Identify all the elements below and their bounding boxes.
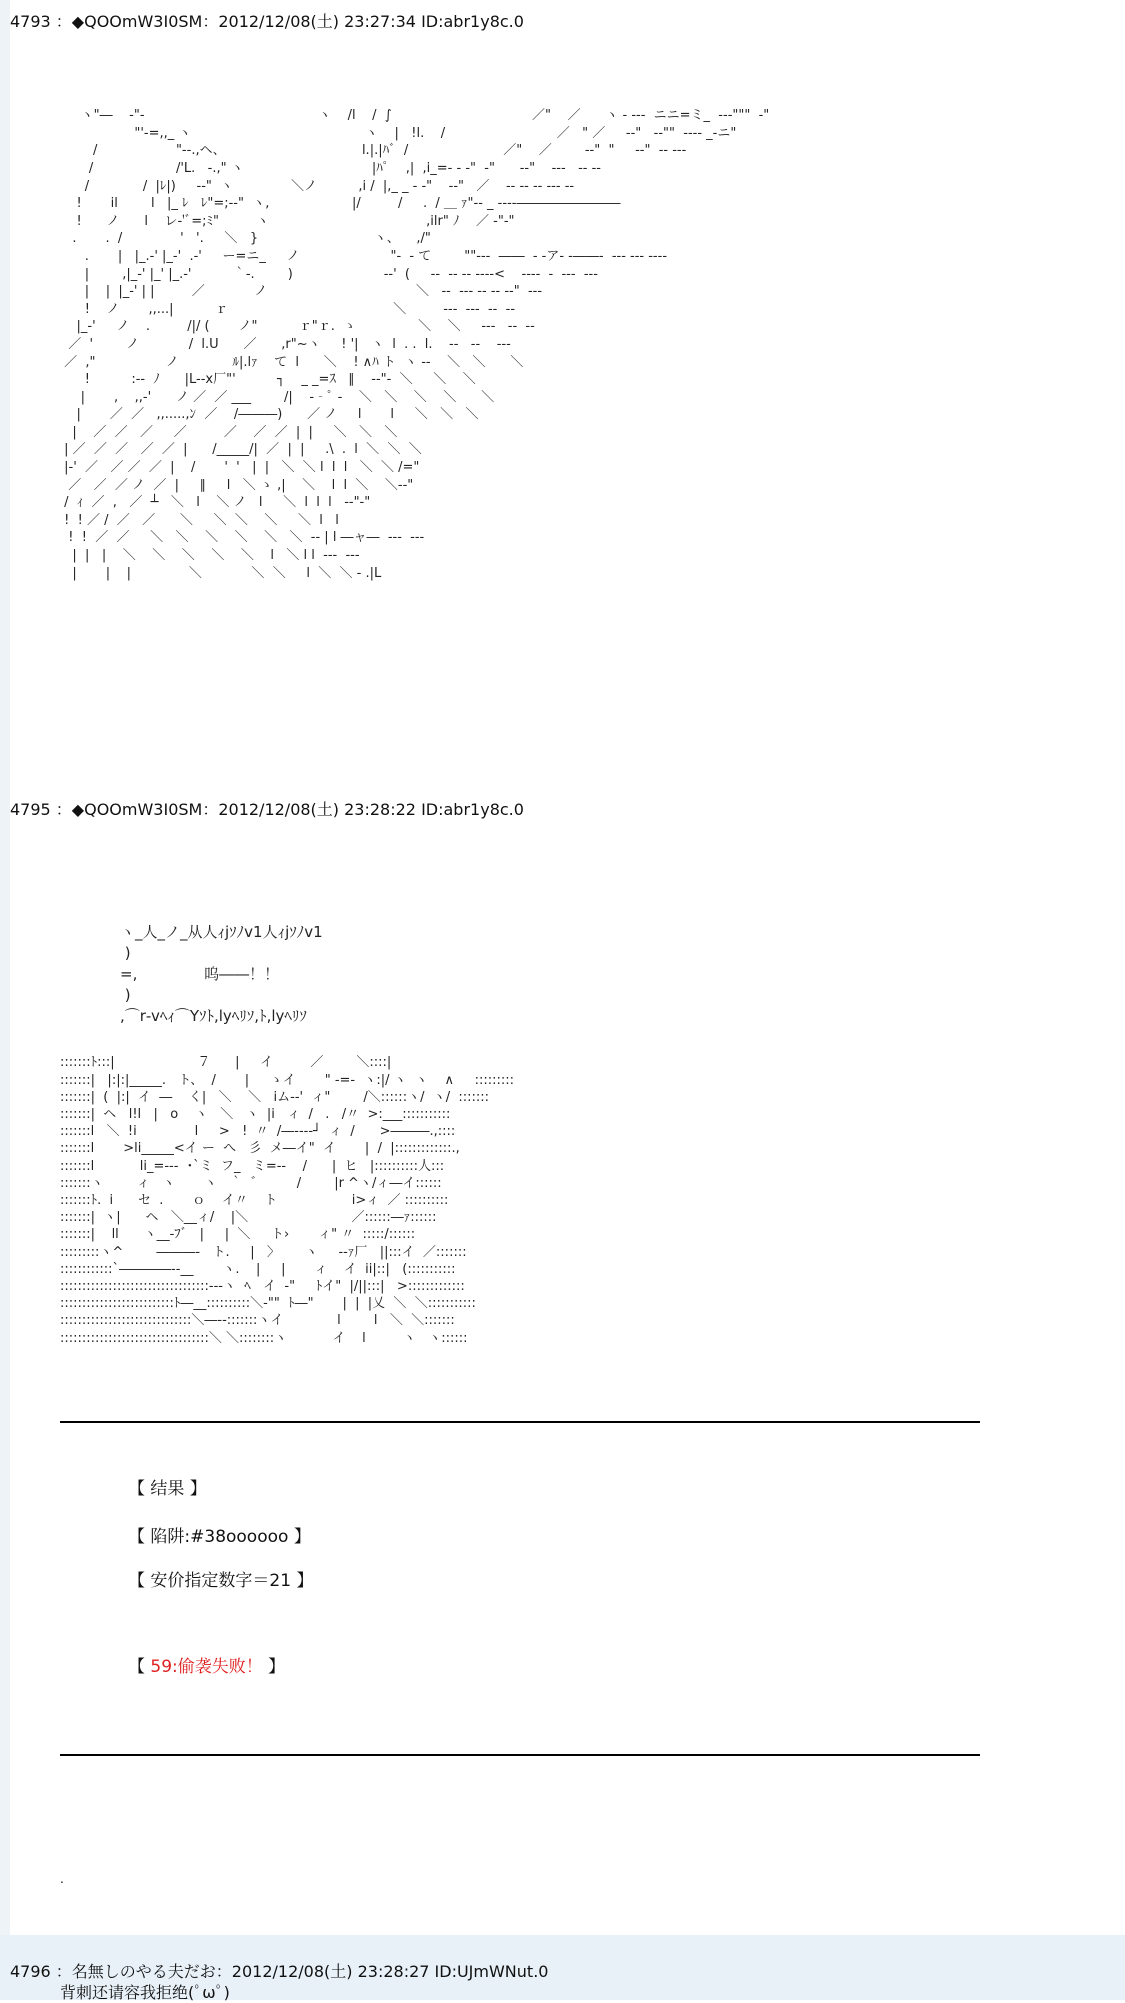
art-line: ::::::::::::::::::::::::::::::::::‐‐‐ヽ ﾍ イ ‐" ﾄイ" |/||:::| >::::::::::::: — [60, 1279, 465, 1295]
art-line: ! :‐‐ ﾉ |L-‐x厂"' ┐ _ _=ｽ ∥ ‐‐"‐ ＼ ＼ ＼ — [60, 372, 476, 388]
art-line: |_‐' ノ . /|/ ( ノ" ｒ"ｒ. ゝ ＼ ＼ ‐‐‐ ‐‐ ‐‐ — [60, 319, 535, 335]
art-line: . | |_.‐' |_‐' .‐' ー=ニ_ ノ "‐ ‐ て ""‐-- ―― ‐ ‐ア‐ ‐――‐ ‐‐‐ ‐‐‐ ‐‐‐‐ — [60, 248, 668, 264]
art-line: :::::::::ヽ^ ―――‐ ト. | 〉 ヽ ‐‐ｧ厂 ||:::イ ／::::::: — [60, 1244, 467, 1260]
art-line: ) — [120, 944, 131, 962]
art-line: ! ノ l レ‐'ﾞ=;ﾐ" ヽ ,ilr" ﾉ ／ ‐"‐" — [60, 213, 515, 229]
sound-effect-lines — [120, 922, 323, 1027]
art-line: :::::::| |:|:|_____. ト、 / | ゝイ " -=- ヽ:|/ ヽ ヽ ∧ ::::::::: — [60, 1072, 515, 1088]
art-line: ／ ," ノ ﾙ|.lｧ て l ＼ ! ∧ﾊ ト ヽ ‐‐ ＼ ＼ ＼ — [60, 354, 524, 370]
art-line: ::::::::::::::::::::::::::::::＼―‐‐:::::::ヽイ l l ＼ ＼::::::: — [60, 1313, 455, 1329]
art-line: "'‐=,,_ ヽ ヽ | !l. / ／ " ／ ‐‐" ‐‐"" ‐-‐‐ _‐ニ" — [60, 125, 737, 141]
trap-value: :#38oooooo 】 — [184, 1527, 311, 1547]
result-trap — [128, 1526, 311, 1548]
art-line: | ／ ／ ,,.....,ﾝ ／ /―――) ／ ノ l l ＼ ＼ ＼ — [60, 407, 479, 423]
art-line: . . / ' '. ＼ } ヽ、 ,/" — [60, 231, 431, 247]
art-line: ／ ／ ／ ノ ／ | ∥ l ＼ ゝ ,| ＼ l l ＼ ＼‐‐" — [60, 477, 414, 493]
outcome-text: 59:偷袭失败！ — [150, 1657, 263, 1677]
art-line: / / |ﾚ|) ‐‐" ヽ ＼ノ ,i / |,_ _ ‐ ‐" ‐‐" ／ ‐‐ ‐‐ ‐‐ ‐‐‐ ‐‐ — [60, 178, 575, 194]
trap-label: 【 陷阱 — [128, 1527, 185, 1547]
art-line: | | | ＼ ＼ ＼ ＼ ＼ l ＼ l l ‐‐‐ ‐‐‐ — [60, 548, 360, 564]
art-line: / /'L. ‐.," ヽ |ﾊﾟ ,| ,i_=‐ ‐ ‐" ‐" ‐‐" ‐‐‐ ‐‐ ‐‐ — [60, 160, 601, 176]
art-line: :::::::| ヽ| ヘ ＼__ィ/ |＼ ／::::::―ｧ:::::: — [60, 1210, 437, 1226]
left-edge-strip — [0, 0, 10, 2000]
art-line: | ／ ／ ／ ／ ／ ／ ／ | | ＼ ＼ ＼ — [60, 424, 398, 440]
art-line: :::::::ﾄ:::| ７ | イ ／ ＼::::| — [60, 1055, 392, 1071]
art-line: :::::::ﾄ. i セ . ｏ イ〃 ト i>ィ ／ :::::::::: — [60, 1193, 449, 1209]
ascii-art-lines — [60, 107, 769, 582]
art-line: ::::::::::::::::::::::::::ﾄ―__::::::::::＼‐"" ﾄ―" | | |乂 ＼ ＼::::::::::: — [60, 1296, 476, 1312]
outcome-close: 】 — [262, 1657, 286, 1677]
art-line: :::::::| ヘ l!l | o ヽ ＼ ヽ |i ィ / . /〃 >:___::::::::::: — [60, 1107, 451, 1123]
reply-text: 背刺还请容我拒绝(ﾟωﾟ) — [60, 1983, 230, 2002]
art-line: | | | ＼ ＼ ＼ l ＼ ＼ ‐ .|L — [60, 565, 382, 581]
post-header-4793: 4793 ：◆QOOmW3I0SM：2012/12/08(土) 23:27:34 ID:abr1y8c.0 — [10, 12, 524, 31]
art-line: ／ ' ノ / l.U ／ ,r"~ヽ ! '| ヽ l . . l. ‐‐ ‐‐ ‐‐‐ — [60, 336, 511, 352]
stray-dot: . — [60, 1872, 64, 1886]
art-line: =, 呜――！！ — [120, 965, 280, 983]
art-line: ヽ_人_ノ_从人ｨjｿﾉv1人ｨjｿﾉv1 — [120, 923, 323, 941]
art-line: ::::::::::::`――――‐‐__ ヽ. | | ィ イ ii|::| (::::::::::: — [60, 1261, 456, 1277]
art-line: |‐' ／ ／ ／ ／ | / ' ' | | ＼ ＼ l l l ＼ ＼ /=" — [60, 460, 420, 476]
art-line: ! ! ／ ／ ＼ ＼ ＼ ＼ ＼ ＼ ‐‐ | l ―ャ― ‐‐‐ ‐‐‐ — [60, 530, 425, 546]
art-line: ) — [120, 986, 131, 1004]
art-line: ! ! ／ / ／ ／ ＼ ＼ ＼ ＼ ＼ l l — [60, 512, 339, 528]
result-outcome — [128, 1656, 285, 1678]
result-title: 【 结果 】 — [128, 1479, 207, 1499]
art-line: | ,|_‐' |_' |_.‐' ｀‐. ) ‐‐' ( ‐‐ ‐‐ ‐‐ -‐‐‐< ‐‐‐‐ ‐ ‐‐‐ ‐‐‐ — [60, 266, 598, 282]
art-line: | | |_‐' | | ／ ノ ＼ ‐‐ ‐‐‐ ‐‐ ‐‐ ‐‐" ‐‐‐ — [60, 284, 543, 300]
divider-bottom — [60, 1754, 980, 1756]
art-line: :::::::l li_=‐‐‐ ･`ミ フ_ ミ=‐‐ / | ヒ |::::::::::人::: — [60, 1158, 445, 1174]
post-header-4796: 4796 ：名無しのやる夫だお：2012/12/08(土) 23:28:27 ID:UJmWNut.0 — [10, 1962, 549, 1981]
art-line: / ｨ ／ , ／ ┴ ＼ l ＼ ノ l ＼ l l l ‐‐"‐" — [60, 495, 371, 511]
art-line: :::::::ヽ ィ ヽ ヽ ｀ ゛ / |r ^ヽ/ィ―イ:::::: — [60, 1175, 442, 1191]
art-line: ! ノ ,,...| ｒ ＼ ‐‐‐ ‐‐‐ ‐‐ ‐‐ — [60, 301, 516, 317]
art-line: ::::::::::::::::::::::::::::::::::＼ ＼::::::::ヽ イ l ヽ ヽ:::::: — [60, 1330, 468, 1346]
ascii-art-lines — [60, 1054, 514, 1346]
ascii-art-4795 — [60, 1020, 820, 1390]
post-header-4795: 4795 ：◆QOOmW3I0SM：2012/12/08(土) 23:28:22 ID:abr1y8c.0 — [10, 800, 524, 819]
art-line: :::::::l >li_____<イ ー へ 彡 メ―イ" イ | / |:::::::::::::., — [60, 1141, 460, 1157]
art-line: :::::::| ( |:| イ ― く| ＼ ＼ iム-‐' ィ" /＼::::::ヽ/ ヽ/ ::::::: — [60, 1089, 490, 1105]
art-line: / "‐-.,ヘ、 l.|.|ﾊﾞ / ／" ／ ‐‐" " ‐‐" ‐‐ ‐-- — [60, 143, 687, 159]
art-line: | ／ ／ ／ ／ ／ | /_____/| ／ | | .\ . l ＼ ＼ ＼ — [60, 442, 422, 458]
art-line: :::::::l ＼ !i l > ! 〃 /―‐‐‐‐┘ ィ / >―――.,:::: — [60, 1124, 456, 1140]
art-line: | , ,,‐' ノ ／ ／ ___ /| ‐‐ﾟ ‐ ＼ ＼ ＼ ＼ ＼ — [60, 389, 495, 405]
divider-top — [60, 1421, 980, 1423]
art-line: :::::::| ll ヽ__‐ﾌﾞ | | ＼ ト› ィ" 〃 :::::/:::::: — [60, 1227, 416, 1243]
outcome-open: 【 — [128, 1657, 151, 1677]
ascii-art-4793 — [60, 72, 960, 712]
art-line: ヽ"― ‐"‐ ヽ /l / ∫ ／" ／ ヽ ‐ ‐-- ニニ=ミ_ ‐‐‐""" ‐" — [60, 108, 770, 124]
art-line: ,⌒r‐vﾍｨ⌒Yｿﾄ,lyﾍﾘｿ,ﾄ,lyﾍﾘｿ — [120, 1007, 307, 1025]
sound-effect-bubble — [120, 880, 520, 1025]
result-anka: 【 安价指定数字＝21 】 — [128, 1571, 314, 1591]
art-line: ! il l |_ ﾚ ﾚ"=;‐‐" ヽ, |/ / . / ＿ ｧ"‐‐ _ ‐‐‐‐―――――――― — [60, 196, 621, 212]
